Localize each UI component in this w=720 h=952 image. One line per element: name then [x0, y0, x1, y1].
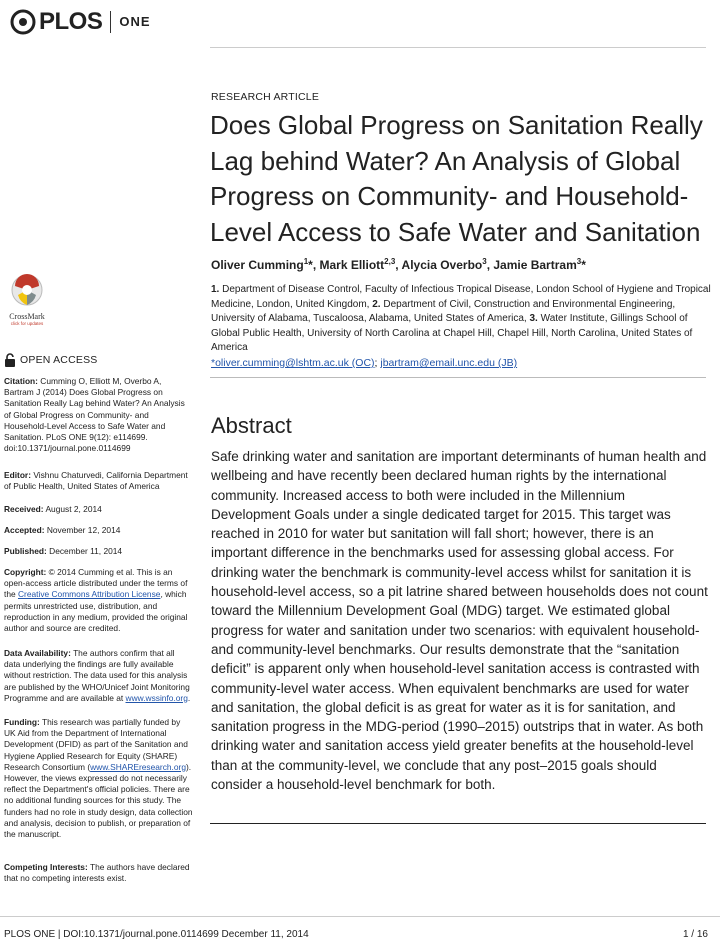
share-research-link[interactable]: www.SHAREresearch.org	[90, 761, 186, 772]
article-type: RESEARCH ARTICLE	[211, 91, 320, 103]
journal-name: ONE	[119, 14, 151, 29]
journal-logo[interactable]	[10, 9, 151, 35]
footer-divider	[0, 916, 720, 917]
open-access-label: OPEN ACCESS	[20, 354, 98, 366]
email-link-jb[interactable]: jbartram@email.unc.edu (JB)	[380, 357, 518, 369]
journal-brand: PLOS	[39, 8, 103, 35]
affiliations: 1. Department of Disease Control, Faculty of Infectious Tropical Disease, London School of Hygiene and Tropical Medicine, London, United Kingdom, 2. Department of Civil, Construction and Environmental Engineering, University of Alabama, Tuscaloosa, Alabama, United States of America, 3. Water Institute, Gillings School of Global Public Health, University of North Carolina at Chapel Hill, Chapel Hill, North Carolina, United States of America	[211, 284, 711, 353]
funding: Funding: This research was partially funded by UK Aid from the Department of International Development (DFID) as part of the Sanitation and Hygiene Applied Research for Equity (SHARE) Research Consortium (www.SHAREresearch.org). However, the views expressed do not necessarily reflect the Department's official policies. There are no additional funding sources for this study. The funders had no role in study design, data collection and analysis, decision to publish, or preparation of the manuscript.	[4, 717, 193, 840]
author: Mark Elliott$^{2,3}$	[319, 257, 396, 272]
crossmark-badge[interactable]	[4, 273, 50, 326]
open-access-badge	[4, 353, 97, 367]
license-link[interactable]: Creative Commons Attribution License	[17, 589, 161, 600]
email-link-oc[interactable]: *oliver.cumming@lshtm.ac.uk (OC)	[211, 357, 375, 369]
data-availability: Data Availability: The authors confirm that all data underlying the findings are fully available without restriction. The data used for this analysis are published by the WHO/Unicef Joint Monitoring Programme and are available at www.wssinfo.org.	[4, 648, 191, 703]
crossmark-icon	[10, 273, 44, 311]
citation: Citation: Cumming O, Elliott M, Overbo A, Bartram J (2014) Does Global Progress on Sanitation Really Lag behind Water? An Analysis of Global Progress on Community- and Household-Level Access to Safe Water and Sanitation. PLoS ONE 9(12): e114699. doi:10.1371/journal.pone.0114699	[4, 376, 185, 454]
plos-logo-icon	[10, 9, 36, 35]
received-date: Received: August 2, 2014	[4, 504, 102, 514]
author: Alycia Overbo$^3$	[401, 257, 487, 272]
author: Oliver Cumming$^1$*	[211, 257, 313, 272]
email-divider	[210, 377, 706, 378]
page-number: 1 / 16	[682, 929, 708, 940]
author: Jamie Bartram$^3$*	[493, 257, 586, 272]
accepted-date: Accepted: November 12, 2014	[4, 525, 121, 535]
header-divider	[210, 47, 706, 48]
logo-divider	[110, 11, 111, 33]
open-lock-icon	[4, 353, 16, 367]
corresponding-emails: *oliver.cumming@lshtm.ac.uk (OC); jbartram@email.unc.edu (JB)	[211, 357, 518, 369]
article-title: Does Global Progress on Sanitation Really Lag behind Water? An Analysis of Global Progress on Community- and Household-Level Access to Safe Water and Sanitation	[210, 110, 703, 247]
competing-interests: Competing Interests: The authors have declared that no competing interests exist.	[4, 862, 190, 884]
published-date: Published: December 11, 2014	[4, 546, 123, 556]
copyright: Copyright: © 2014 Cumming et al. This is an open-access article distributed under the terms of the Creative Commons Attribution License, which permits unrestricted use, distribution, and reproduction in any medium, provided the original author and source are credited.	[4, 567, 188, 634]
abstract-text: Safe drinking water and sanitation are important determinants of human health and wellbeing and have recently been declared human rights by the international community. Increased access to both were included in the Millennium Development Goals under a single dedicated target for 2015. This target was reached in 2010 for water but sanitation will fall short; however, there is an important difference in the benchmarks used for assessing global access. For drinking water the benchmark is community-level access whilst for sanitation it is household-level access, so a pit latrine shared between households does not count toward the Millennium Development Goal (MDG) target. We estimated global progress for water and sanitation under two scenarios: with equivalent household- and community-level benchmarks. Our results demonstrate that the “sanitation deficit” is apparent only when household-level sanitation access is contrasted with community-level water access. When equivalent benchmarks are used for water and sanitation, the global deficit is as great for water as it is for sanitation, and sanitation progress in the MDG-period (1990–2015) outstrips that in water. As both drinking water and sanitation access yield greater benefits at the household-level than at the community-level, we conclude that any post–2015 goals should consider a household-level benchmark for both.	[211, 449, 708, 793]
editor: Editor: Vishnu Chaturvedi, California Department of Public Health, United States of America	[4, 470, 188, 492]
crossmark-label: CrossMark	[9, 312, 45, 321]
footer-citation: PLOS ONE | DOI:10.1371/journal.pone.0114699 December 11, 2014	[4, 929, 309, 940]
crossmark-sublabel: click for updates	[10, 321, 44, 326]
wssinfo-link[interactable]: www.wssinfo.org	[125, 692, 188, 703]
abstract-divider	[210, 823, 706, 824]
abstract-heading: Abstract	[211, 413, 292, 438]
author-list: Oliver Cumming$^1$*, Mark Elliott$^{2,3}$, Alycia Overbo$^3$, Jamie Bartram$^3$*	[211, 257, 586, 272]
